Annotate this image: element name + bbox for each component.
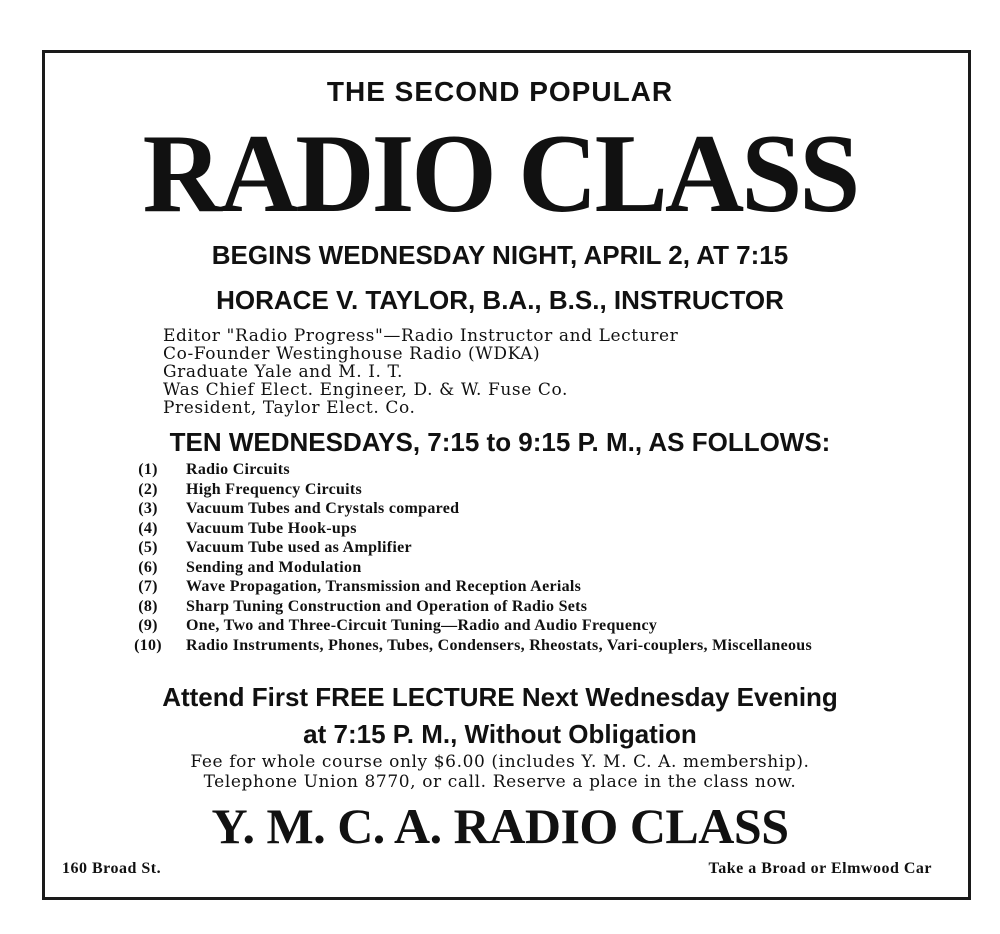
free-lecture-time: at 7:15 P. M., Without Obligation [303,719,697,749]
instructor-credentials [163,327,678,417]
topic-item [110,577,946,597]
topic-item [110,499,946,519]
topic-number: (1) [138,461,158,478]
start-date-line: BEGINS WEDNESDAY NIGHT, APRIL 2, AT 7:15 [211,240,789,270]
credential-item: President, Taylor Elect. Co. [163,398,416,418]
topic-text: Wave Propagation, Transmission and Reception Aerials [186,578,582,595]
topic-item [110,480,946,500]
credential-item: Co-Founder Westinghouse Radio (WDKA) [163,344,541,364]
topic-number: (10) [134,636,162,654]
topic-item [110,538,946,558]
credential-item: Editor "Radio Progress"—Radio Instructor and Lecturer [163,326,679,346]
topic-item [110,636,946,656]
phone-line: Telephone Union 8770, or call. Reserve a place in the class now. [203,772,797,792]
topic-number: (5) [138,539,158,556]
topic-number: (3) [138,500,158,517]
schedule-heading: TEN WEDNESDAYS, 7:15 to 9:15 P. M., AS FOLLOWS: [169,427,831,457]
free-lecture-line: Attend First FREE LECTURE Next Wednesday Evening [162,682,838,712]
topic-number: (8) [138,597,158,615]
topic-text: One, Two and Three-Circuit Tuning—Radio and Audio Frequency [186,617,658,634]
topic-item [110,616,946,636]
topic-text: Sharp Tuning Construction and Operation of Radio Sets [186,597,588,615]
topic-item [110,597,946,617]
address: 160 Broad St. [62,860,162,877]
topic-item [110,558,946,578]
topic-text: Sending and Modulation [186,558,362,576]
topic-text: Vacuum Tube Hook-ups [186,519,357,537]
transit-directions: Take a Broad or Elmwood Car [708,860,932,877]
credential-item: Was Chief Elect. Engineer, D. & W. Fuse Co. [163,380,569,400]
ad-kicker: THE SECOND POPULAR [326,76,674,107]
fee-line: Fee for whole course only $6.00 (includes Y. M. C. A. membership). [190,752,810,772]
topic-number: (2) [138,480,158,498]
ad-headline: RADIO CLASS [142,112,858,236]
topic-text: Vacuum Tube used as Amplifier [186,539,412,556]
topic-number: (6) [138,558,158,576]
topic-number: (4) [138,519,158,537]
topic-number: (9) [138,617,158,634]
topic-text: Vacuum Tubes and Crystals compared [186,500,460,517]
topic-text: Radio Instruments, Phones, Tubes, Condensers, Rheostats, Vari-couplers, Miscellaneous [186,636,813,654]
topic-text: Radio Circuits [186,461,290,478]
instructor-line: HORACE V. TAYLOR, B.A., B.S., INSTRUCTOR [216,285,784,315]
topic-number: (7) [138,578,158,595]
credential-item: Graduate Yale and M. I. T. [163,362,403,382]
topic-text: High Frequency Circuits [186,480,363,498]
topic-item [110,460,946,480]
topic-list [110,460,946,655]
topic-item [110,519,946,539]
footer-title: Y. M. C. A. RADIO CLASS [211,798,789,854]
